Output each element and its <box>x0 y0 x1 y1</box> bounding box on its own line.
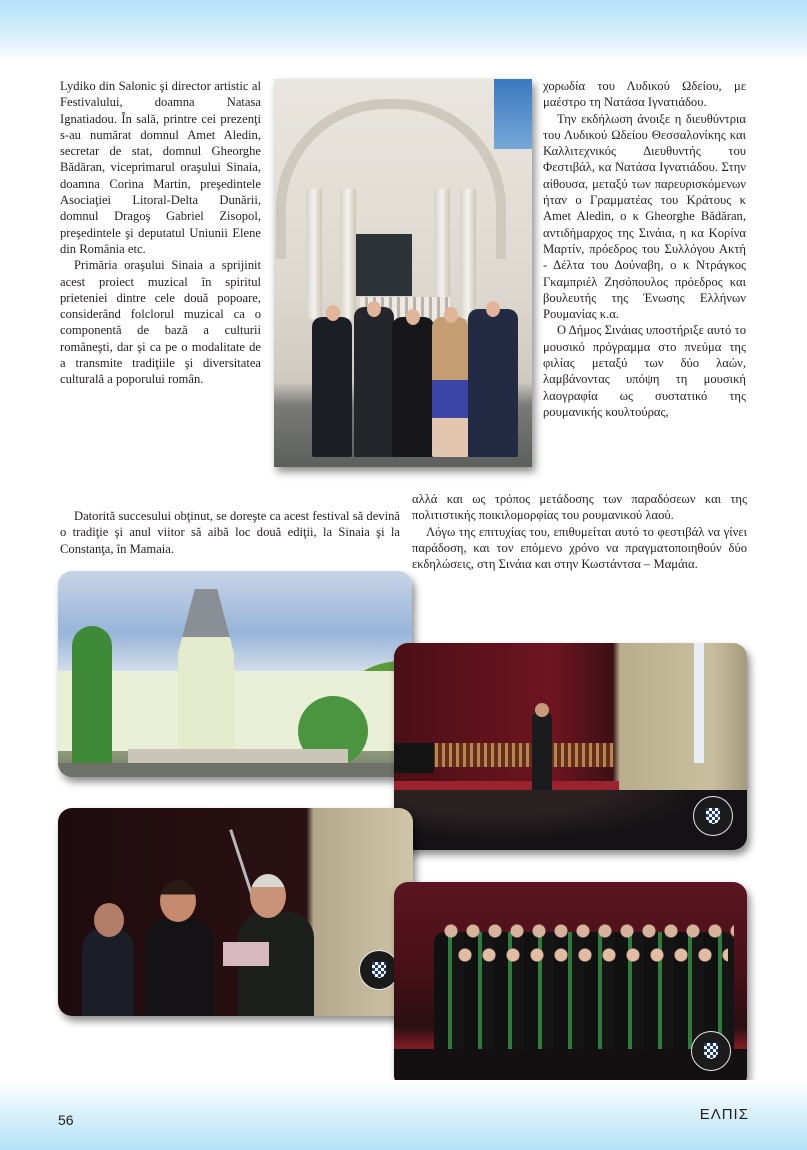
header-gradient-band <box>0 0 807 62</box>
choir-heads <box>458 946 728 964</box>
association-logo-icon <box>693 796 733 836</box>
shield-icon <box>704 1043 718 1059</box>
person <box>312 317 352 457</box>
stage-railing <box>424 743 614 767</box>
shield-icon <box>706 808 720 824</box>
diploma <box>223 942 269 966</box>
person <box>432 317 468 457</box>
singer <box>532 711 552 799</box>
romanian-column <box>60 78 261 388</box>
person-head <box>444 307 458 323</box>
sky <box>494 79 532 149</box>
greek-paragraph-1: χορωδία του Λυδικού Ωδείου, με μαέστρο τη Νατάσα Ιγνατιάδου. <box>543 79 746 110</box>
romanian-wide-text <box>60 508 400 557</box>
person <box>144 918 214 1016</box>
microphone-boom <box>229 829 253 897</box>
person-head <box>406 309 420 325</box>
romanian-paragraph-3: Datorită succesului obţinut, se doreşte ca acest festival să devină o tradiţie şi anul viitor să aibă loc două ediţii, la Sinaia şi la Constanţa, în Mamaia. <box>60 509 400 556</box>
choir-heads <box>444 922 734 940</box>
photo-choir <box>394 882 747 1089</box>
piano <box>394 743 434 773</box>
singer-head <box>535 703 549 717</box>
greek-paragraph-4: Λόγω της επιτυχίας του, επιθυμείται αυτό το φεστιβάλ να γίνει παράδοση, και τον επόμενο χρόνο να πραγματοποιηθούν δύο εκδηλώσεις, στη Σινάια και στην Κωστάντσα – Μαμάια. <box>412 524 747 572</box>
doorway <box>356 234 412 296</box>
person-head <box>367 301 381 317</box>
photo-presentation <box>58 808 413 1016</box>
person-head <box>250 874 286 918</box>
photo-casino-exterior <box>58 571 412 777</box>
page-number: 56 <box>58 1112 74 1128</box>
footer-gradient-band <box>0 1080 807 1150</box>
person <box>82 928 134 1016</box>
photo-group-at-casino <box>274 79 532 467</box>
greek-paragraph-2: Την εκδήλωση άνοιξε η διευθύντρια του Λυδικού Ωδείου Θεσσαλονίκης και Καλλιτεχνικός Διευθυντής του Φεστιβάλ, κα Νατάσα Ιγνατιάδου. Στην αίθουσα, μεταξύ των παρευρισκόμενων ήταν ο Γραμματέας του Κράτους κ Amet Aledin, o κ Gheorghe Bădăran, αντιδήμαρχος της Σινάια, η κα Κορίνα Μαρτίν, πρόεδρος του Συλλόγου Ακτή - Δέλτα του Δούναβη, ο κ Ντράγκος Γκαμπριέλ Ζησόπουλος πρόεδρος και βουλευτής της Ένωσης Ελλήνων Ρουμανίας κ.α. <box>543 111 746 322</box>
banner <box>694 643 704 763</box>
greek-paragraph-3-continued: αλλά και ως τρόπος μετάδοσης των παραδόσεων και της πολιτιστικής ποικιλομορφίας του ρουμανικού λαού. <box>412 492 747 523</box>
person-head <box>326 305 340 321</box>
person-head <box>160 880 196 922</box>
stairs <box>128 749 348 763</box>
person <box>354 307 394 457</box>
tree <box>72 626 112 771</box>
column <box>340 189 356 319</box>
photo-singer-on-stage <box>394 643 747 850</box>
greek-wide-text <box>412 491 747 572</box>
greek-paragraph-3: Ο Δήμος Σινάιας υποστήριξε αυτό το μουσικό πρόγραμμα στο πνεύμα της φιλίας μεταξύ των δύο λαών, λαμβάνοντας υπόψη τη μουσική λαογραφία ως συστατικό της ρουμανικής κουλτούρας, <box>543 323 746 419</box>
person <box>468 309 518 457</box>
romanian-paragraph-2: Primăria oraşului Sinaia a sprijinit acest proiect muzical în spiritul prieteniei dintre cele două popoare, considerând folclorul muzical ca o componentă de bază a culturii româneşti, dar şi ca pe o modalitate de a transmite tradiţiile şi diversitatea culturală a poporului român. <box>60 258 261 387</box>
column <box>306 189 322 319</box>
greek-column <box>543 78 746 420</box>
ground <box>58 763 412 777</box>
building-tower <box>178 589 234 749</box>
association-logo-icon <box>359 950 399 990</box>
magazine-title: ΕΛΠΙΣ <box>699 1106 749 1123</box>
romanian-paragraph-1: Lydiko din Salonic şi director artistic al Festivalului, doamna Natasa Ignatiadou. În sală, printre cei prezenţi s-au numărat domnul Amet Aledin, secretar de stat, domnul Gheorghe Bădăran, viceprimarul oraşului Sinaia, doamna Corina Martin, preşedintele Asociaţiei Litoral-Delta Dunării, domnul Dragoş Gabriel Zisopol, preşedintele şi deputatul Uniunii Elene din România etc. <box>60 79 261 256</box>
column <box>460 189 476 319</box>
shield-icon <box>372 962 386 978</box>
person-head <box>94 903 124 937</box>
person-head <box>486 301 500 317</box>
person <box>392 317 434 457</box>
association-logo-icon <box>691 1031 731 1071</box>
